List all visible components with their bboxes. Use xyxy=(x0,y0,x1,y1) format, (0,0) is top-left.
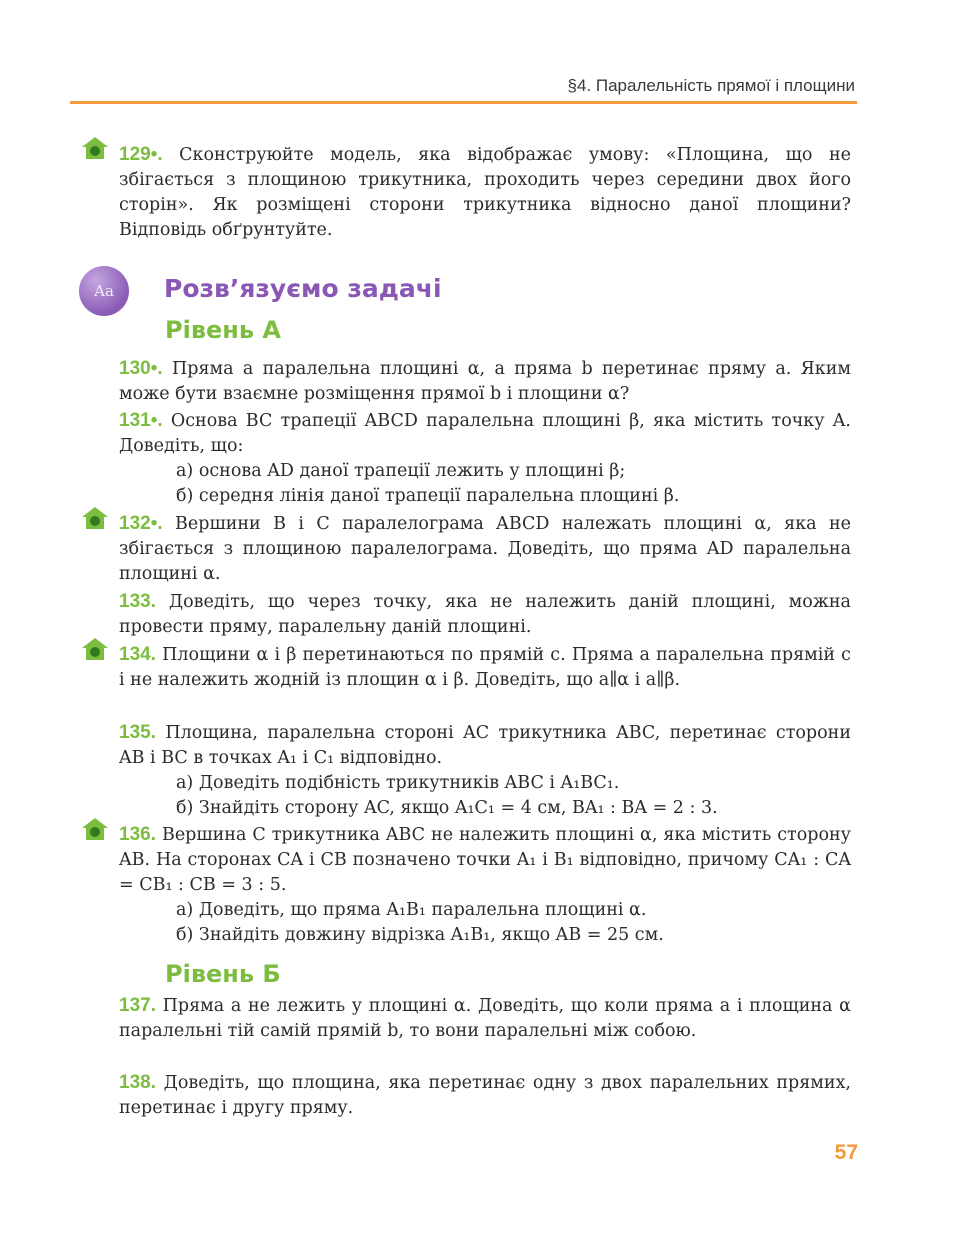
header-divider xyxy=(70,101,857,104)
problem-part-b: б) Знайдіть сторону AC, якщо A₁C₁ = 4 см, BA₁ : BA = 2 : 3. xyxy=(176,798,718,818)
problem-number: 138. xyxy=(119,1072,156,1093)
problem-text: Вершини B і C паралелограма ABCD належать площині α, яка не збігається з площиною паралелограма. Доведіть, що пряма AD паралельна площині α. xyxy=(119,514,851,584)
problem-132 xyxy=(119,511,851,587)
problem-131 xyxy=(119,408,851,509)
page-header-title: §4. Паралельність прямої і площини xyxy=(567,76,855,95)
problem-133 xyxy=(119,589,851,640)
home-task-icon xyxy=(81,637,109,661)
section-badge xyxy=(79,266,129,316)
problem-part-b: б) Знайдіть довжину відрізка A₁B₁, якщо AB = 25 см. xyxy=(176,925,664,945)
home-task-icon xyxy=(81,817,109,841)
problem-text: Сконструюйте модель, яка відображає умову: «Площина, що не збігається з площиною трикутника, проходить через середини двох його сторін». Як розміщені сторони трикутника відносно даної площини? Відповідь обґрунтуйте. xyxy=(119,145,851,240)
problem-number: 129•. xyxy=(119,144,163,165)
problem-part-b: б) середня лінія даної трапеції паралельна площині β. xyxy=(176,486,680,506)
badge-label: Aa xyxy=(94,282,114,300)
problem-134 xyxy=(119,642,851,693)
problem-text: Доведіть, що через точку, яка не належить даній площині, можна провести пряму, паралельну даній площині. xyxy=(119,592,851,637)
page-number: 57 xyxy=(834,1141,858,1164)
problem-text: Пряма a паралельна площині α, а пряма b перетинає пряму a. Яким може бути взаємне розміщення прямої b і площини α? xyxy=(119,359,851,404)
problem-part-a: а) основа AD даної трапеції лежить у площині β; xyxy=(176,461,626,481)
level-b-heading: Рівень Б xyxy=(165,960,281,988)
problem-number: 134. xyxy=(119,644,156,665)
problem-129 xyxy=(119,142,851,243)
home-task-icon xyxy=(81,136,109,160)
problem-number: 132•. xyxy=(119,513,163,534)
problem-text: Площина, паралельна стороні AC трикутника ABC, перетинає сторони AB і BC в точках A₁ і C₁ відповідно. xyxy=(119,723,851,768)
problem-138 xyxy=(119,1070,851,1121)
problem-text: Доведіть, що площина, яка перетинає одну з двох паралельних прямих, перетинає і другу пряму. xyxy=(119,1073,851,1118)
problem-136 xyxy=(119,822,851,948)
problem-137 xyxy=(119,993,851,1044)
problem-135 xyxy=(119,720,851,821)
problem-part-a: а) Доведіть, що пряма A₁B₁ паралельна площині α. xyxy=(176,900,647,920)
problem-number: 131•. xyxy=(119,410,163,431)
level-a-heading: Рівень А xyxy=(165,316,281,344)
problem-number: 135. xyxy=(119,722,156,743)
problem-text: Вершина C трикутника ABC не належить площині α, яка містить сторону AB. На сторонах CA і CB позначено точки A₁ і B₁ відповідно, причому CA₁ : CA = CB₁ : CB = 3 : 5. xyxy=(119,825,851,895)
problem-number: 130•. xyxy=(119,358,163,379)
home-task-icon xyxy=(81,506,109,530)
problem-number: 137. xyxy=(119,995,156,1016)
problem-part-a: а) Доведіть подібність трикутників ABC і A₁BC₁. xyxy=(176,773,620,793)
problem-130 xyxy=(119,356,851,407)
section-title: Розв’язуємо задачі xyxy=(164,274,442,303)
problem-number: 133. xyxy=(119,591,156,612)
problem-number: 136. xyxy=(119,824,156,845)
problem-text: Площини α і β перетинаються по прямій c. Пряма a паралельна прямій c і не належить жодній із площин α і β. Доведіть, що a∥α і a∥β. xyxy=(119,645,851,690)
problem-text: Пряма a не лежить у площині α. Доведіть, що коли пряма a і площина α паралельні тій самій прямій b, то вони паралельні між собою. xyxy=(119,996,851,1041)
problem-text: Основа BC трапеції ABCD паралельна площині β, яка містить точку A. Доведіть, що: xyxy=(119,411,851,456)
